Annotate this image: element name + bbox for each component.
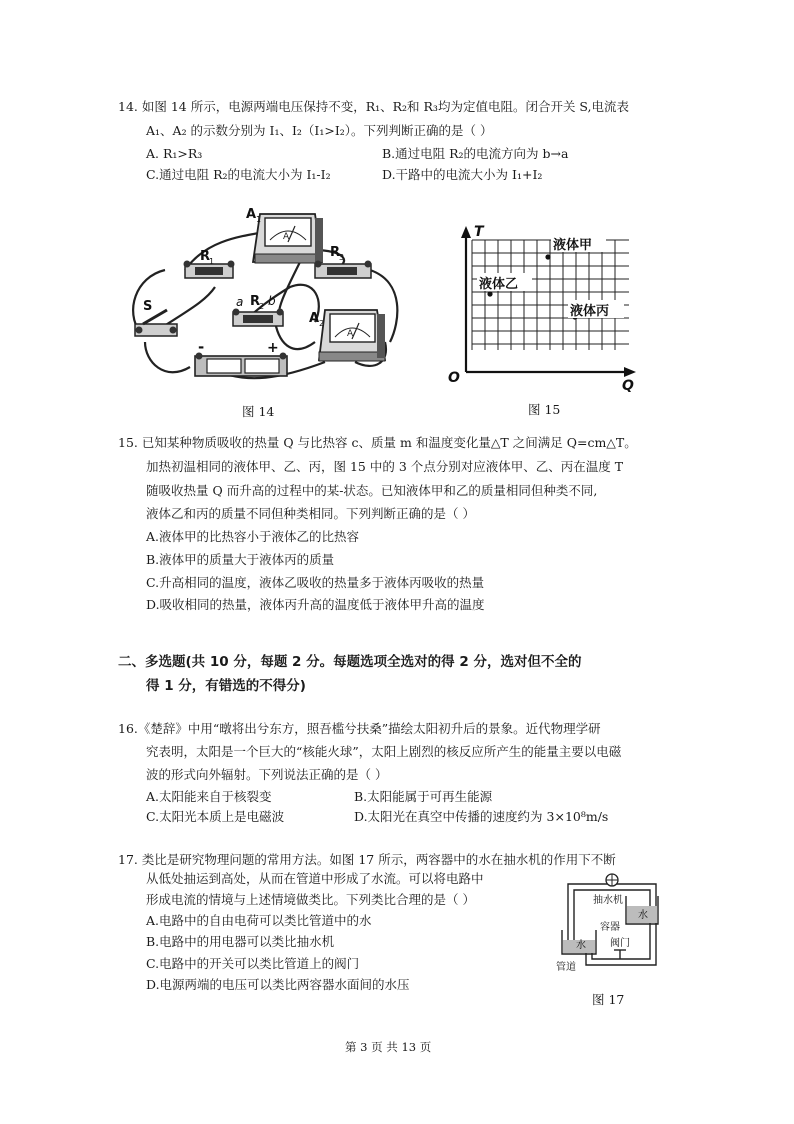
q14-option-d: D.干路中的电流大小为 I₁+I₂	[382, 167, 543, 182]
fig15-label-liquid-b: 液体乙	[479, 277, 519, 292]
q15-option-b: B.液体甲的质量大于液体丙的质量	[146, 552, 335, 567]
q14-option-b: B.通过电阻 R₂的电流方向为 b→a	[382, 146, 569, 161]
ammeter-a1-icon	[253, 214, 323, 263]
q17-stem-line1: 17. 类比是研究物理问题的常用方法。如图 17 所示，两容器中的水在抽水机的作用下不断	[118, 852, 616, 867]
figure-14-circuit	[115, 192, 420, 392]
fig14-label-r2: R	[250, 294, 261, 309]
q15-stem-line1: 15. 已知某种物质吸收的热量 Q 与比热容 c、质量 m 和温度变化量△T 之间满足 Q=cm△T。	[118, 435, 637, 450]
fig14-label-a2-sub: 2	[319, 319, 325, 328]
fig17-label-container: 容器	[600, 922, 620, 933]
fig14-label-r1: R	[200, 249, 211, 264]
q16-option-d: D.太阳光在真空中传播的速度约为 3×10⁸m/s	[354, 809, 609, 824]
fig15-point-liquid-b	[487, 291, 492, 296]
fig14-label-plus: +	[267, 340, 279, 356]
q16-option-a: A.太阳能来自于核裂变	[146, 789, 272, 804]
fig17-label-water-left: 水	[576, 940, 586, 951]
q15-option-a: A.液体甲的比热容小于液体乙的比热容	[146, 529, 360, 544]
fig15-label-liquid-a: 液体甲	[553, 238, 593, 253]
q14-option-c: C.通过电阻 R₂的电流大小为 I₁-I₂	[146, 167, 331, 182]
q14-stem-line1: 14. 如图 14 所示，电源两端电压保持不变，R₁、R₂和 R₃均为定值电阻。闭合开关 S,电流表	[118, 99, 630, 114]
fig17-label-water-right: 水	[638, 910, 648, 921]
fig14-label-b: b	[268, 294, 276, 308]
q15-stem-line4: 液体乙和丙的质量不同但种类相同。下列判断正确的是（ ）	[146, 506, 475, 521]
q15-stem-line2: 加热初温相同的液体甲、乙、丙，图 15 中的 3 个点分别对应液体甲、乙、丙在温度 T	[146, 459, 624, 474]
q17-option-c: C.电路中的开关可以类比管道上的阀门	[146, 956, 360, 971]
q15-stem-line3: 随吸收热量 Q 而升高的过程中的某-状态。已知液体甲和乙的质量相同但种类不同,	[146, 483, 598, 498]
fig17-label-pump: 抽水机	[593, 895, 623, 906]
fig14-label-a1: A	[246, 207, 257, 222]
q15-option-d: D.吸收相同的热量，液体丙升高的温度低于液体甲升高的温度	[146, 597, 485, 612]
fig17-label-pipe: 管道	[556, 962, 576, 973]
fig15-label-liquid-c: 液体丙	[570, 304, 610, 319]
q17-stem-line2: 从低处抽运到高处，从而在管道中形成了水流。可以将电路中	[146, 871, 484, 886]
fig15-axis-label-q: Q	[622, 378, 634, 394]
fig14-label-r1-sub: 1	[209, 257, 215, 266]
q14-option-a: A. R₁>R₃	[146, 146, 203, 161]
battery-icon	[195, 353, 287, 377]
ammeter-a2-icon	[319, 310, 385, 361]
fig14-label-a: a	[236, 295, 244, 309]
q16-stem-line2: 究表明，太阳是一个巨大的“核能火球”，太阳上剧烈的核反应所产生的能量主要以电磁	[146, 744, 622, 759]
fig14-label-r3: R	[330, 245, 341, 260]
figure-15-caption: 图 15	[528, 402, 561, 417]
fig15-axis-label-t: T	[474, 224, 484, 240]
svg-text:A: A	[283, 232, 290, 242]
q16-option-b: B.太阳能属于可再生能源	[354, 789, 493, 804]
figure-17-caption: 图 17	[592, 992, 625, 1007]
fig14-label-minus: -	[198, 338, 205, 356]
q14-stem-line2: A₁、A₂ 的示数分别为 I₁、I₂（I₁>I₂）。下列判断正确的是（ ）	[146, 123, 493, 138]
fig14-label-a1-sub: 1	[256, 215, 262, 224]
q17-option-b: B.电路中的用电器可以类比抽水机	[146, 934, 335, 949]
q16-stem-line1: 16.《楚辞》中用“暾将出兮东方，照吾槛兮扶桑”描绘太阳初升后的景象。近代物理学研	[118, 721, 601, 736]
section-2-heading-line2: 得 1 分，有错选的不得分)	[146, 678, 306, 694]
svg-text:A: A	[347, 329, 354, 339]
fig14-label-s: S	[143, 299, 153, 314]
fig14-label-r2-sub: 2	[259, 302, 265, 311]
page-footer: 第 3 页 共 13 页	[345, 1040, 432, 1054]
q17-option-a: A.电路中的自由电荷可以类比管道中的水	[146, 913, 372, 928]
figure-17-water-diagram	[556, 870, 668, 985]
q17-option-d: D.电源两端的电压可以类比两容器水面间的水压	[146, 977, 410, 992]
q16-stem-line3: 波的形式向外辐射。下列说法正确的是（ ）	[146, 767, 388, 782]
fig17-label-valve: 阀门	[610, 938, 630, 949]
q15-option-c: C.升高相同的温度，液体乙吸收的热量多于液体丙吸收的热量	[146, 575, 485, 590]
fig14-label-r3-sub: 3	[339, 253, 345, 262]
figure-14-caption: 图 14	[242, 404, 275, 419]
section-2-heading-line1: 二、多选题(共 10 分，每题 2 分。每题选项全选对的得 2 分，选对但不全的	[118, 654, 582, 670]
q16-option-c: C.太阳光本质上是电磁波	[146, 809, 285, 824]
fig14-label-a2: A	[309, 311, 320, 326]
fig15-origin-label: O	[448, 370, 460, 386]
figure-15-graph	[444, 222, 644, 397]
q17-stem-line3: 形成电流的情境与上述情境做类比。下列类比合理的是（ ）	[146, 892, 475, 907]
fig15-point-liquid-a	[545, 254, 550, 259]
